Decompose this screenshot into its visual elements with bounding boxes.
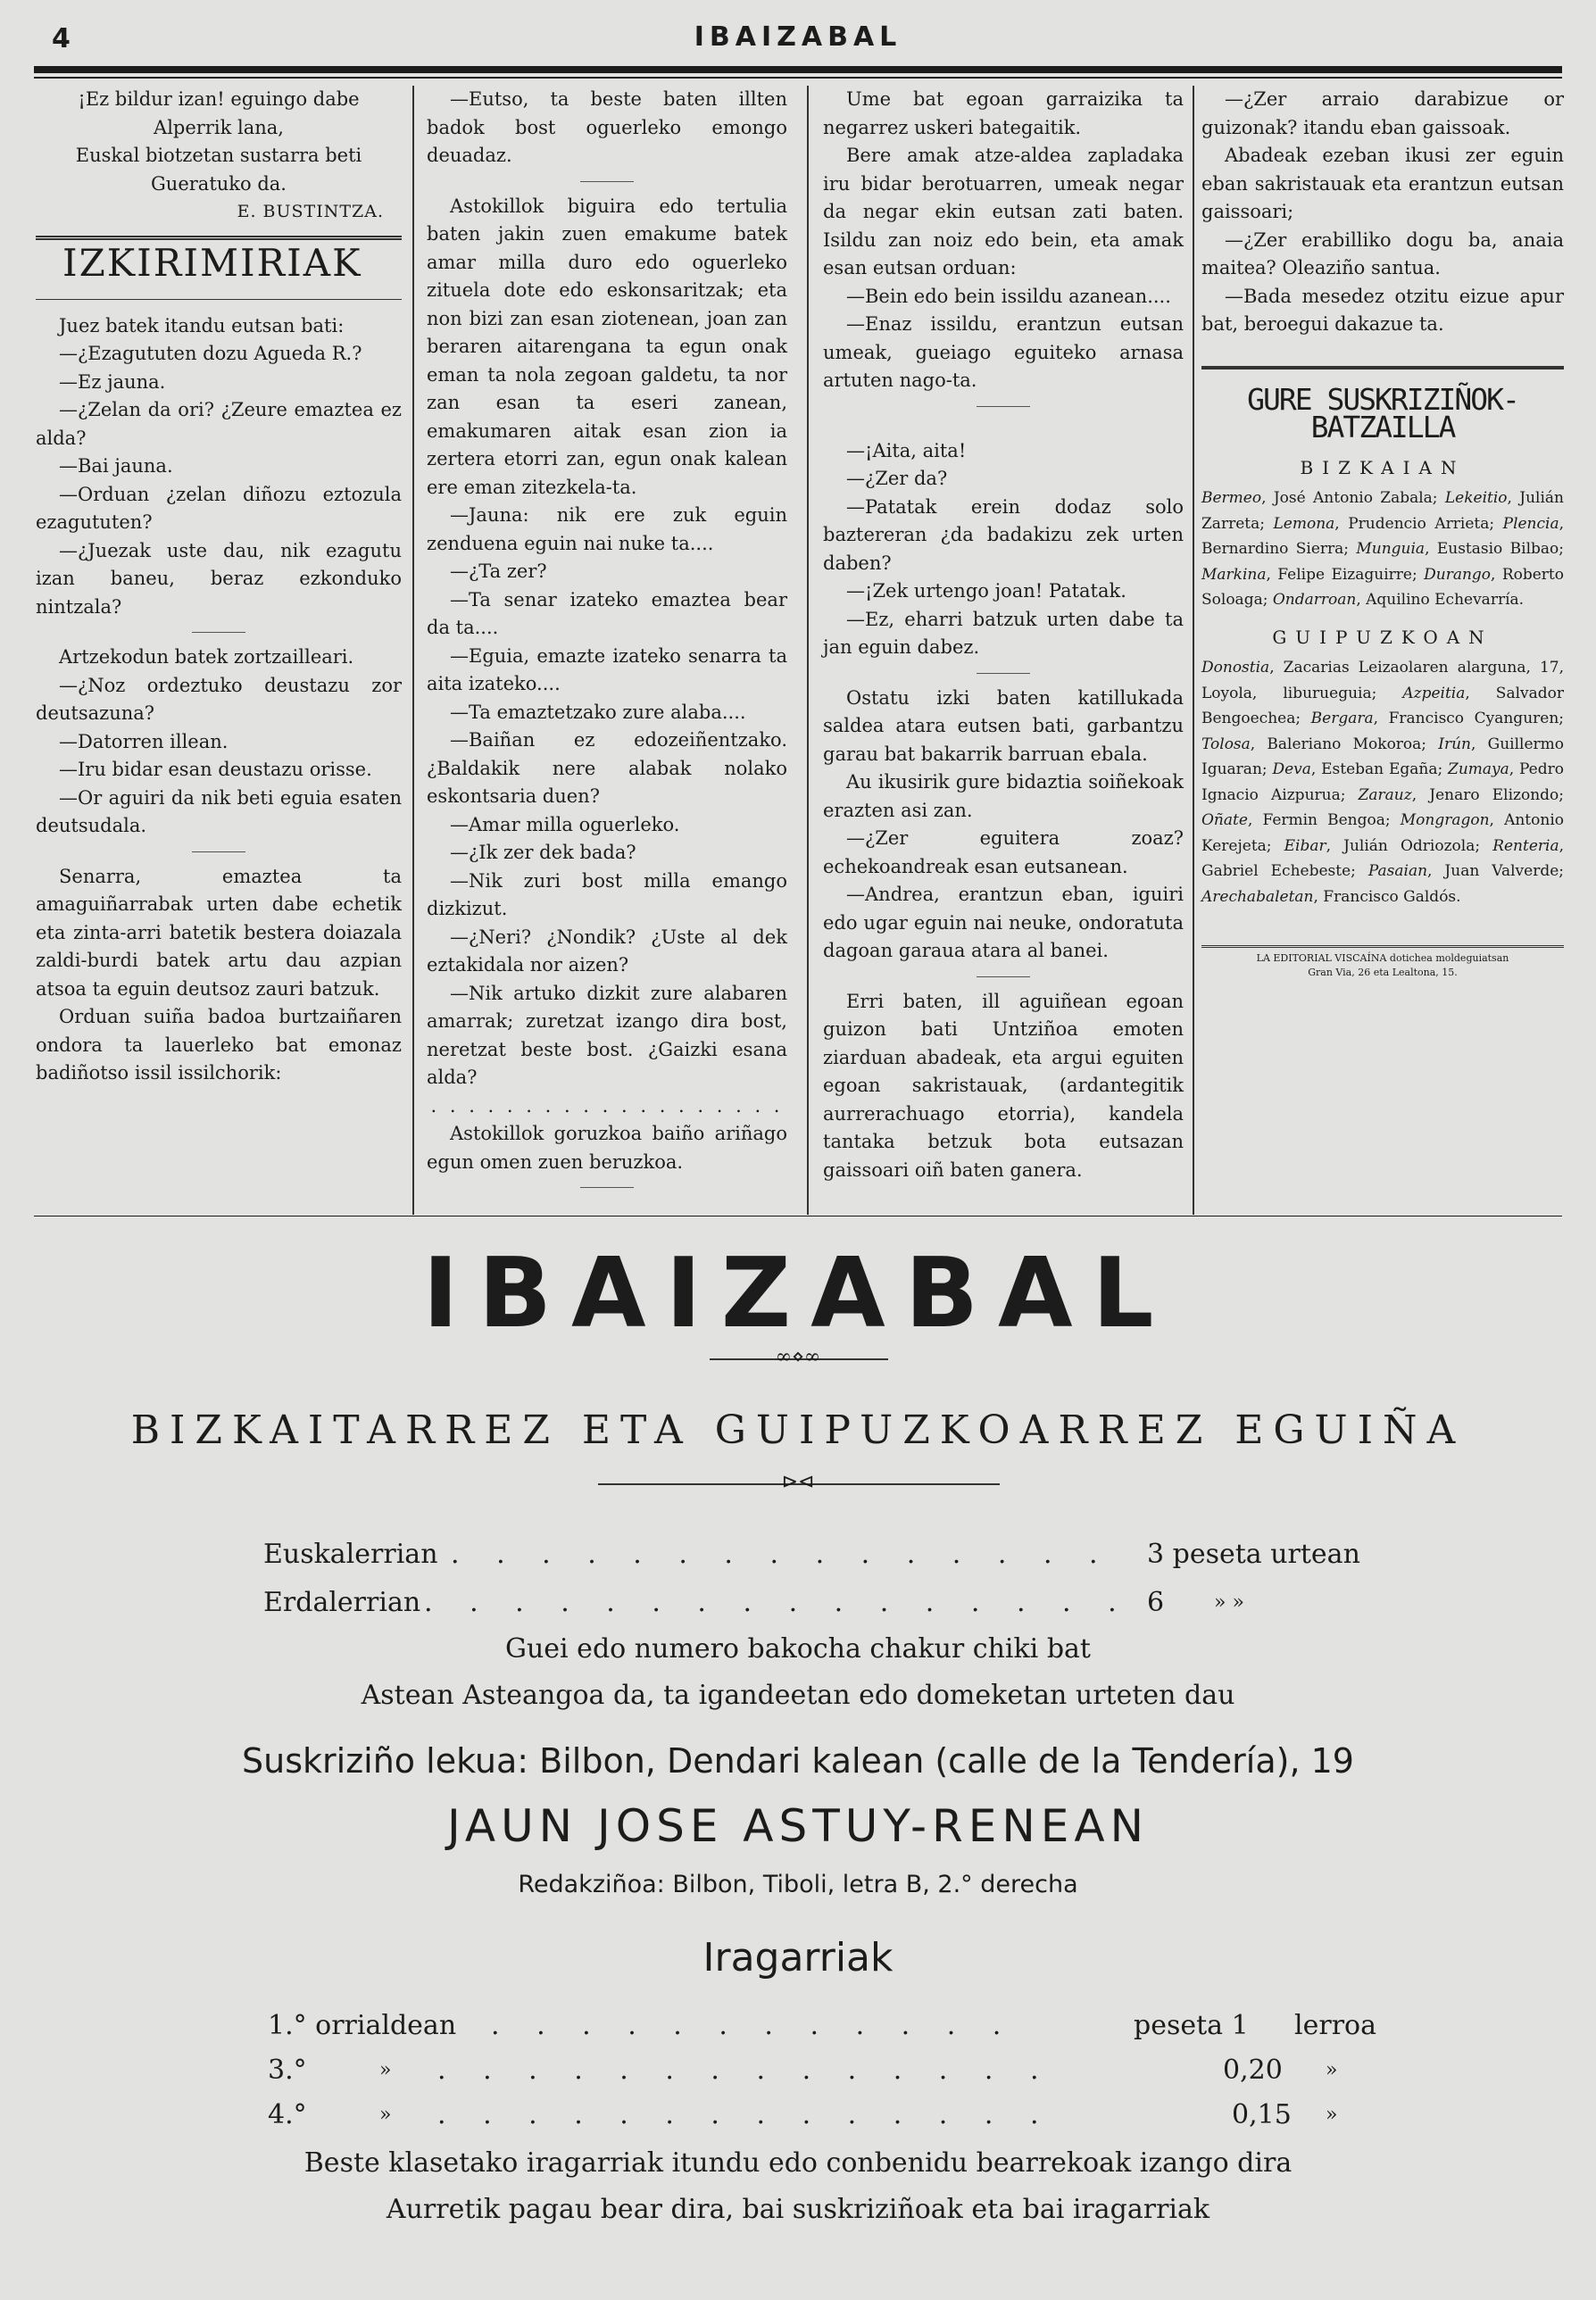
agent-place: Markina [1201, 565, 1267, 584]
agent-name: , Gabriel Echebeste; [1201, 836, 1564, 880]
agent-name: , Eustasio Bilbao; [1425, 540, 1564, 558]
publisher-line: LA EDITORIAL VISCAÍNA dotichea moldeguiatsan [1256, 952, 1509, 964]
paragraph: Au ikusirik gure bidaztia soiñekoak erazten asi zan. [823, 771, 1184, 821]
price-label: Erdalerrian [263, 1587, 421, 1618]
header-rule-thin [34, 77, 1562, 79]
separator [192, 851, 245, 852]
column-4 [1201, 86, 1564, 980]
agent-name: , Esteban Egaña; [1310, 760, 1449, 778]
paragraph: —¡Aita, aita! [846, 439, 967, 461]
editor-name: JAUN JOSE ASTUY-RENEAN [447, 1800, 1149, 1852]
ditto-mark: » [379, 2059, 392, 2081]
paragraph: —¿Zelan da ori? ¿Zeure emaztea ez alda? [36, 399, 402, 449]
agent-name: , Julián Odriozola; [1326, 836, 1493, 855]
ornament-icon: ⊳⊲ [781, 1471, 815, 1493]
ads-heading: Iragarriak [702, 1935, 894, 1980]
paragraph: Ostatu izki baten katillukada saldea atara eutsen bati, garbantzu garau bat bakarrik barruan ebala. [823, 686, 1184, 765]
publisher-line: Gran Via, 26 eta Lealtona, 15. [1308, 967, 1458, 978]
separator [977, 406, 1030, 407]
agent-place: Eibar [1284, 836, 1326, 855]
paragraph: —¿Zer arraio darabizue or guizonak? itandu eban gaissoak. [1201, 88, 1564, 138]
publication-schedule: Astean Asteangoa da, ta igandeetan edo domeketan urteten dau [361, 1680, 1235, 1711]
paragraph: —Ta emaztetzako zure alaba.... [450, 701, 746, 723]
page-number: 4 [52, 23, 71, 54]
subscription-address: Suskriziño lekua: Bilbon, Dendari kalean (calle de la Tendería), 19 [242, 1741, 1354, 1781]
issue-price-line: Guei edo numero bakocha chakur chiki bat [505, 1633, 1091, 1665]
agent-name: , Francisco Cyanguren; [1373, 710, 1565, 727]
region-heading-bizkaia: BIZKAIAN [1300, 456, 1466, 478]
agent-place: Deva [1272, 760, 1311, 778]
paragraph: Astokillok goruzkoa baiño ariñago egun omen zuen beruzkoa. [427, 1123, 787, 1173]
agent-name: , Zacarias Leizaolaren alarguna, 17, Loyola, liburueguia; [1201, 659, 1564, 702]
agent-place: Azpeitia [1402, 684, 1466, 702]
agent-name: , Baleriano Mokoroa; [1250, 735, 1439, 753]
column-rule [1193, 86, 1194, 1215]
paragraph: Erri baten, ill aguiñean egoan guizon bati Untziñoa emoten ziarduan abadeak, eta argui eguiten egoan sakristauak, (ardantegitik aurrerachuago etorria), kandela tantaka betzuk bota eutsazan gaissoari oiñ baten ganera. [823, 990, 1184, 1181]
paragraph: —¿Zer eguitera zoaz? echekoandreak esan eutsanean. [823, 827, 1184, 877]
bizkaia-agents [1201, 486, 1564, 613]
ads-note: Beste klasetako iragarriak itundu edo conbenidu bearrekoak izango dira [303, 2147, 1293, 2179]
running-masthead: IBAIZABAL [694, 21, 902, 53]
poem [36, 86, 402, 198]
agent-place: Oñate [1201, 811, 1248, 829]
paragraph: Abadeak ezeban ikusi zer eguin eban sakristauak eta erantzun eutsan gaissoari; [1201, 145, 1564, 222]
paragraph: —¡Zek urtengo joan! Patatak. [846, 580, 1126, 602]
section-title-box [36, 236, 402, 300]
ad-row-price: 0,20 [1223, 2055, 1283, 2086]
column-1 [36, 86, 402, 1088]
newspaper-title: IBAIZABAL [422, 1238, 1174, 1349]
paragraph: —Nik artuko dizkit zure alabaren amarrak; zuretzat izango dira bost, neretzat beste bost. ¿Gaizki esana alda? [427, 982, 787, 1088]
paragraph: —Amar milla oguerleko. [450, 813, 680, 835]
dot-leader: . . . . . . . . . . . . [491, 2010, 1016, 2041]
ad-row-label: 1.° orrialdean [268, 2010, 457, 2041]
paragraph: —Ez jauna. [59, 370, 166, 393]
agent-place: Donostia [1201, 659, 1270, 677]
separator [192, 632, 245, 633]
column-rule [807, 86, 809, 1215]
paragraph: —Patatak erein dodaz solo baztereran ¿da badakizu zek urten daben? [823, 495, 1184, 574]
paragraph: —Enaz issildu, erantzun eutsan umeak, gueiago eguiteko arnasa artuten nago-ta. [823, 313, 1184, 391]
paragraph: Astokillok biguira edo tertulia baten jakin zuen emakume batek amar milla duro edo oguerleko zituela dote edo eskonsaritzak; eta non bizi zan esan ziotenean, joan zan beraren aitarengana ta egun onak eman ta nola zegoan galdetu, ta nor zan esan ta eseri zanean, emakumaren aitak esan zion ia zertera etorri zan, egun onak kalean ere eman zitezkela-ta. [427, 195, 787, 498]
paragraph: Juez batek itandu eutsan bati: [59, 314, 345, 336]
anecdote-astokillok [427, 193, 787, 1092]
guipuzkoa-agents [1201, 655, 1564, 909]
paragraph: —Datorren illean. [59, 730, 229, 752]
ad-row-label: 4.° [268, 2099, 307, 2130]
agent-place: Irún [1438, 735, 1471, 753]
agent-name: , Guillermo Iguaran; [1201, 735, 1564, 778]
newspaper-subtitle: BIZKAITARREZ ETA GUIPUZKOARREZ EGUIÑA [130, 1407, 1466, 1453]
agent-name: , Fermin Bengoa; [1247, 811, 1401, 829]
paragraph: Orduan suiña badoa burtzaiñaren ondora ta lauerleko bat emonaz badiñotso issil issilchorik: [36, 1006, 402, 1084]
ornament-icon: ∞⋄∞ [775, 1346, 821, 1368]
paragraph: —Ta senar izateko emaztea bear da ta.... [427, 588, 787, 638]
anecdote-2 [36, 644, 402, 841]
paragraph: —Eutso, ta beste baten illten badok bost oguerleko emongo deuadaz. [427, 88, 787, 166]
paragraph: —¿Juezak uste dau, nik ezagutu izan baneu, beraz ezkonduko nintzala? [36, 539, 402, 618]
agent-place: Bermeo [1201, 489, 1262, 507]
paragraph: Artzekodun batek zortzailleari. [59, 646, 354, 668]
agent-place: Pasaian [1367, 862, 1428, 880]
separator [580, 1187, 634, 1188]
paragraph: —Nik zuri bost milla emango dizkizut. [427, 869, 787, 919]
poem-line: Alperrik lana, [154, 116, 284, 138]
paragraph: —¿Neri? ¿Nondik? ¿Uste al dek eztakidala nor aizen? [427, 926, 787, 976]
agent-name: , Felipe Eizaguirre; [1266, 565, 1425, 584]
paragraph: —Iru bidar esan deustazu orisse. [59, 759, 372, 780]
poem-line: Gueratuko da. [151, 172, 287, 195]
agent-name: , Julián Zarreta; [1201, 489, 1565, 533]
agent-place: Munguia [1356, 540, 1426, 558]
section-rule [1201, 366, 1564, 369]
agent-place: Zumaya [1448, 760, 1509, 778]
dot-leader: . . . . . . . . . . . . . . . . [424, 1587, 1131, 1618]
agent-place: Zarauz [1358, 785, 1412, 804]
agent-name: , Aquilino Echevarría. [1356, 591, 1525, 609]
header-rule [34, 66, 1562, 73]
agent-name: , Juan Valverde; [1427, 862, 1564, 880]
ad-row-price: peseta 1 [1134, 2010, 1249, 2041]
agent-place: Bergara [1310, 710, 1374, 727]
paragraph: —¿Noz ordeztuko deustazu zor deutsazuna? [36, 674, 402, 724]
paragraph: —Eguia, emazte izateko senarra ta aita izateko.... [427, 644, 787, 694]
editorial-address: Redakziñoa: Bilbon, Tiboli, letra B, 2.° derecha [518, 1871, 1078, 1898]
price-value: 3 peseta urtean [1147, 1539, 1360, 1570]
agent-name: , Salvador Bengoechea; [1201, 684, 1564, 727]
ditto-mark: » [1326, 2104, 1338, 2126]
paragraph: —Or aguiri da nik beti eguia esaten deutsudala. [36, 786, 402, 836]
poem-line: ¡Ez bildur izan! eguingo dabe [78, 88, 360, 110]
paragraph: —Jauna: nik ere zuk eguin zenduena eguin nai nuke ta.... [427, 504, 787, 554]
ditto-mark: » [379, 2104, 392, 2126]
dot-leader: . . . . . . . . . . . . . . . . . . . [430, 1094, 784, 1117]
agent-place: Plencia [1502, 514, 1559, 533]
agent-name: , Roberto Soloaga; [1201, 565, 1564, 609]
column-2 [427, 86, 787, 1199]
payment-note: Aurretik pagau bear dira, bai suskriziñoak eta bai iragarriak [386, 2194, 1210, 2225]
ad-row-label: 3.° [268, 2055, 307, 2086]
region-heading-guipuzkoa: GUIPUZKOAN [1272, 626, 1493, 648]
paragraph: —¿Ta zer? [450, 560, 547, 582]
ad-row-price: 0,15 [1232, 2099, 1292, 2130]
ditto-marks: » » [1214, 1591, 1244, 1614]
paragraph: —Ez, eharri batzuk urten dabe ta jan eguin dabez. [823, 608, 1184, 658]
dot-leader: . . . . . . . . . . . . . . [437, 2099, 1053, 2130]
poem-line: Euskal biotzetan sustarra beti [75, 145, 362, 166]
separator [977, 976, 1030, 977]
paragraph: —¿Ezagututen dozu Agueda R.? [59, 343, 362, 364]
agent-place: Lemona [1273, 514, 1335, 533]
paragraph: Ume bat egoan garraizika ta negarrez uskeri bategaitik. [823, 88, 1184, 138]
agent-place: Ondarroan [1272, 591, 1357, 609]
paragraph: —Bein edo bein issildu azanean.... [846, 285, 1171, 307]
ad-row-unit: lerroa [1294, 2010, 1376, 2041]
agent-place: Durango [1424, 565, 1492, 584]
price-label: Euskalerrian [263, 1539, 438, 1570]
publisher-imprint [1201, 945, 1564, 980]
agent-place: Lekeitio [1444, 489, 1508, 507]
paragraph: —Bai jauna. [59, 455, 173, 477]
section-title: IZKIRIMIRIAK [62, 240, 362, 285]
paragraph: —¿Zer erabilliko dogu ba, anaia maitea? Oleaziño santua. [1201, 228, 1564, 278]
separator [580, 181, 634, 182]
paragraph: —Bada mesedez otzitu eizue apur bat, beroegui dakazue ta. [1201, 285, 1564, 335]
agent-place: Renteria [1492, 836, 1559, 855]
price-value: 6 [1147, 1587, 1165, 1618]
agent-name: , Jenaro Elizondo; [1411, 785, 1564, 804]
agent-name: , Pedro Ignacio Aizpurua; [1201, 760, 1564, 804]
agent-name: , Francisco Galdós. [1313, 887, 1461, 906]
column-3 [823, 86, 1184, 1184]
paragraph: —¿Ik zer dek bada? [450, 842, 636, 863]
anecdote-3 [36, 863, 402, 1088]
paragraph: —¿Zer da? [846, 468, 948, 489]
agent-place: Tolosa [1201, 735, 1251, 753]
separator [977, 673, 1030, 674]
paragraph: Senarra, emaztea ta amaguiñarrabak urten dabe echetik eta zinta-arri batetik bestera doiazala zaldi-burdi batek artu dau azpian atsoa ta eguin deutsoz zauri batzuk. [36, 865, 402, 1000]
dot-leader: . . . . . . . . . . . . . . [437, 2055, 1053, 2086]
paragraph: Bere amak atze-aldea zapladaka iru bidar berotuarren, umeak negar da negar ekin eutsan zati baten. Isildu zan noiz edo bein, eta amak esan eutsan orduan: [823, 145, 1184, 278]
paragraph: —Andrea, erantzun eban, iguiri edo ugar eguin nai neuke, ondoratuta dagoan garaua atara al banei. [823, 884, 1184, 961]
agent-name: , Prudencio Arrieta; [1334, 514, 1503, 533]
dot-leader: . . . . . . . . . . . . . . . [451, 1539, 1112, 1570]
paragraph: —Baiñan ez edozeiñentzako. ¿Baldakik nere alabak nolako eskontsaria duen? [427, 729, 787, 807]
paragraph: —Orduan ¿zelan diñozu eztozula ezagututen? [36, 483, 402, 533]
agent-name: , Bernardino Sierra; [1201, 514, 1565, 558]
agent-name: , José Antonio Zabala; [1261, 489, 1445, 507]
agent-place: Arechabaletan [1201, 887, 1314, 906]
agent-place: Mongragon [1400, 811, 1490, 829]
subscribers-title: GURE SUSKRIZIÑOK-BATZAILLA [1247, 381, 1518, 444]
anecdote-1 [36, 312, 402, 622]
column-rule [412, 86, 414, 1215]
poem-author: E. BUSTINTZA. [237, 202, 384, 221]
ditto-mark: » [1326, 2059, 1338, 2081]
agent-name: , Antonio Kerejeta; [1201, 811, 1564, 855]
